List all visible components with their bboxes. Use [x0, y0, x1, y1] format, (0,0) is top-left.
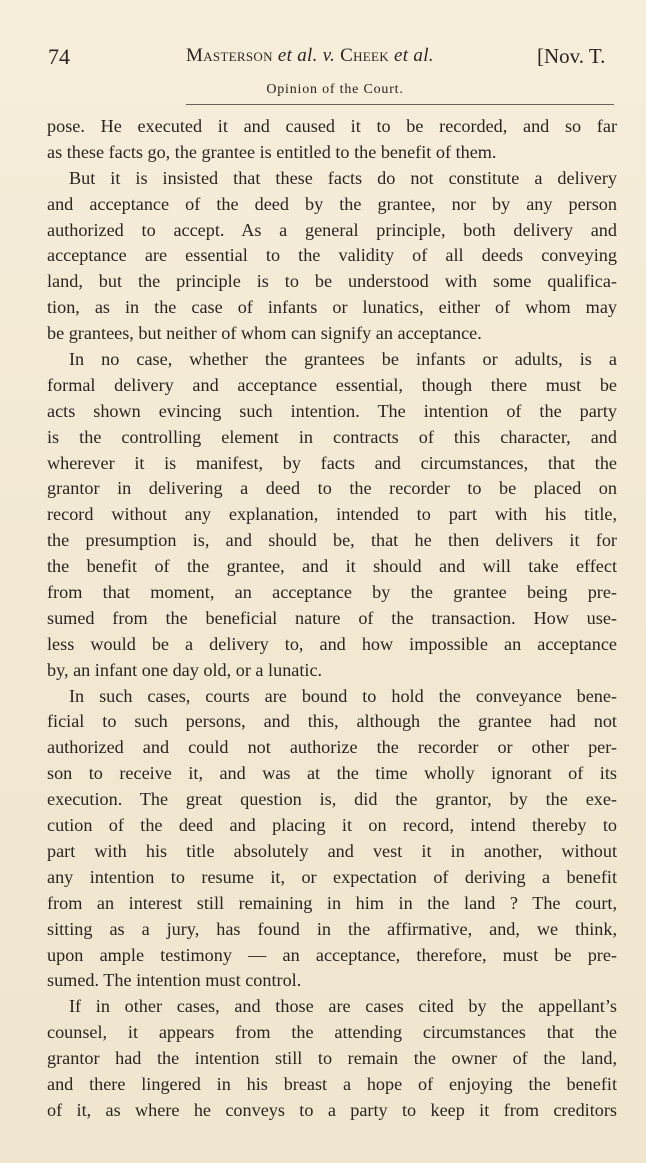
text-line: cution of the deed and placing it on record, intend thereby to [47, 815, 617, 836]
text-line: is the controlling element in contracts of this character, and [47, 426, 617, 447]
text-line: counsel, it appears from the attending circumstances that the [47, 1022, 617, 1043]
case-party-1: Masterson [186, 45, 273, 66]
text-line: sumed. The intention must control. [47, 970, 302, 991]
section-subhead: Opinion of the Court. [266, 82, 404, 97]
text-line: pose. He executed it and caused it to be recorded, and so far [47, 116, 617, 136]
header-rule [186, 104, 614, 105]
text-line: the presumption is, and should be, that he then delivers it for [47, 530, 617, 551]
text-line: tion, as in the case of infants or lunatics, either of whom may [47, 297, 617, 318]
text-line: be grantees, but neither of whom can signify an acceptance. [47, 323, 482, 344]
text-line: less would be a delivery to, and how impossible an acceptance [47, 633, 617, 654]
paragraph [47, 994, 617, 1123]
case-etal-2: et al. [394, 45, 434, 66]
text-line: and acceptance of the deed by the grantee, nor by any person [47, 193, 617, 214]
text-line: as these facts go, the grantee is entitled to the benefit of them. [47, 141, 497, 162]
text-line: upon ample testimony — an acceptance, therefore, must be pre- [47, 944, 617, 965]
case-party-2: Cheek [340, 45, 389, 66]
paragraph [47, 347, 617, 684]
running-head [0, 44, 646, 74]
paragraph [47, 166, 617, 347]
text-line: and there lingered in his breast a hope of enjoying the benefit [47, 1073, 617, 1094]
text-line: son to receive it, and was at the time wholly ignorant of its [47, 763, 617, 784]
case-etal-1: et al. [277, 45, 318, 66]
paragraph [47, 114, 617, 166]
text-line: execution. The great question is, did the grantor, by the exe- [47, 789, 617, 810]
text-line: acts shown evincing such intention. The intention of the party [47, 400, 617, 421]
text-line: from that moment, an acceptance by the grantee being pre- [47, 582, 617, 603]
page-number: 74 [48, 44, 70, 69]
case-versus: v. [322, 45, 336, 66]
paragraph [47, 684, 617, 995]
text-line: If in other cases, and those are cases cited by the appellant’s [69, 996, 617, 1017]
text-line: from an interest still remaining in him in the land ? The court, [47, 892, 617, 913]
text-line: sumed from the beneficial nature of the transaction. How use- [47, 607, 617, 628]
text-line: of it, as where he conveys to a party to keep it from creditors [47, 1099, 617, 1120]
text-line: record without any explanation, intended to part with his title, [47, 504, 617, 525]
text-line: In no case, whether the grantees be infants or adults, is a [69, 349, 617, 370]
court-term: [Nov. T. [537, 44, 606, 68]
case-title [186, 45, 434, 67]
text-line: sitting as a jury, has found in the affirmative, and, we think, [47, 918, 617, 939]
text-line: part with his title absolutely and vest it in another, without [47, 840, 617, 861]
text-line: land, but the principle is to be understood with some qualifica- [47, 271, 617, 292]
text-line: formal delivery and acceptance essential, though there must be [47, 374, 617, 395]
text-line: grantor in delivering a deed to the recorder to be placed on [47, 478, 617, 499]
text-line: authorized and could not authorize the recorder or other per- [47, 737, 617, 758]
text-line: by, an infant one day old, or a lunatic. [47, 659, 323, 680]
text-line: But it is insisted that these facts do not constitute a delivery [69, 167, 617, 188]
text-line: any intention to resume it, or expectation of deriving a benefit [47, 866, 617, 887]
text-line: wherever it is manifest, by facts and circumstances, that the [47, 452, 617, 473]
text-line: ficial to such persons, and this, although the grantee had not [47, 711, 617, 732]
text-line: acceptance are essential to the validity of all deeds conveying [47, 245, 617, 266]
text-line: In such cases, courts are bound to hold the conveyance bene- [69, 685, 617, 706]
text-line: the benefit of the grantee, and it should and will take effect [47, 556, 617, 577]
opinion-text [47, 114, 617, 1124]
text-line: authorized to accept. As a general principle, both delivery and [47, 219, 617, 240]
text-line: grantor had the intention still to remain the owner of the land, [47, 1048, 617, 1069]
